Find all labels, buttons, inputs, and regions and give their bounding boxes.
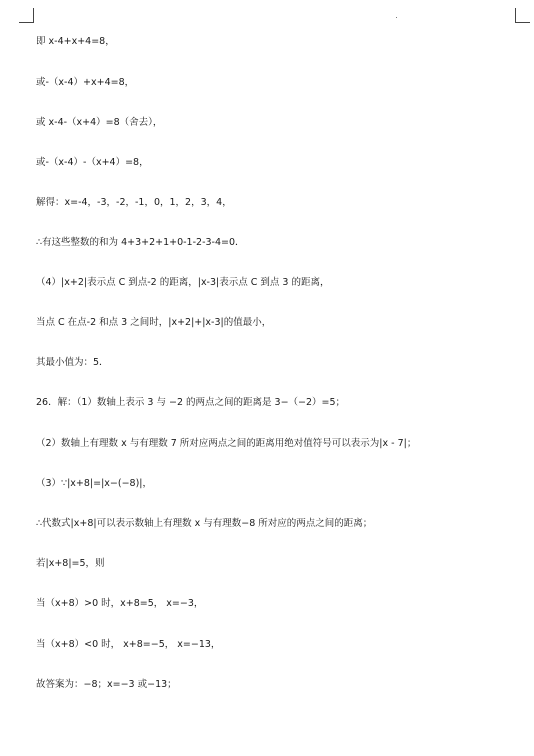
margin-corner-mark xyxy=(19,22,34,23)
text-line: （2）数轴上有理数 x 与有理数 7 所对应两点之间的距离用绝对值符号可以表示为|x - 7|； xyxy=(36,438,417,449)
text-line: （3）∵|x+8|=|x−(−8)|， xyxy=(36,478,152,489)
text-line: 当点 C 在点-2 和点 3 之间时，|x+2|+|x-3|的值最小， xyxy=(36,317,272,328)
text-line: 解得：x=-4，-3，-2，-1，0，1，2，3，4， xyxy=(36,197,232,208)
text-line: 故答案为：−8；x=−3 或−13； xyxy=(36,679,177,690)
margin-corner-mark xyxy=(515,8,516,23)
text-line: 即 x-4+x+4=8， xyxy=(36,36,115,47)
text-line: 或 x-4-（x+4）=8（舍去）， xyxy=(36,117,163,128)
text-line: 若|x+8|=5，则 xyxy=(36,558,105,569)
text-line: ∴代数式|x+8|可以表示数轴上有理数 x 与有理数−8 所对应的两点之间的距离； xyxy=(36,518,373,529)
text-line: 26．解：（1）数轴上表示 3 与 −2 的两点之间的距离是 3−（−2）=5； xyxy=(36,397,346,408)
text-line: （4）|x+2|表示点 C 到点-2 的距离，|x-3|表示点 C 到点 3 的距离， xyxy=(36,277,330,288)
text-line: 其最小值为：5． xyxy=(36,357,109,368)
margin-corner-mark xyxy=(515,22,530,23)
text-line: 或-（x-4）-（x+4）=8， xyxy=(36,157,149,168)
text-line: 当（x+8）<0 时， x+8=−5， x=−13， xyxy=(36,639,221,650)
text-line: 当（x+8）>0 时，x+8=5， x=−3， xyxy=(36,598,204,609)
text-line: ∴有这些整数的和为 4+3+2+1+0-1-2-3-4=0． xyxy=(36,237,245,248)
margin-corner-mark xyxy=(33,8,34,23)
page-dot xyxy=(396,17,397,18)
text-line: 或-（x-4）+x+4=8， xyxy=(36,77,135,88)
